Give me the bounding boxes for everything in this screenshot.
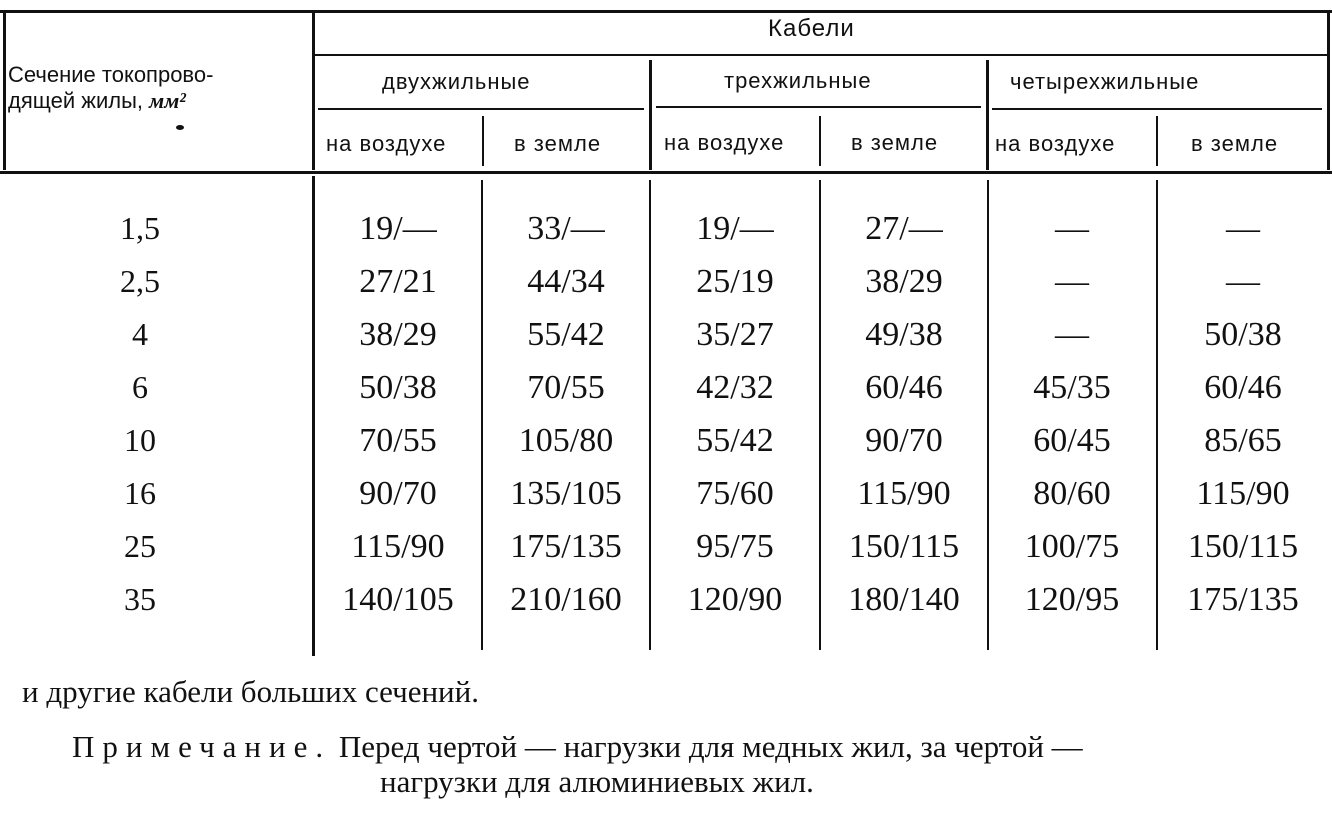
body-divider-3	[819, 180, 821, 650]
section-header-label	[8, 62, 308, 114]
table-cell: —	[1055, 316, 1089, 353]
table-cell: 210/160	[510, 581, 622, 618]
body-divider-5	[1156, 180, 1158, 650]
table-cell: 19/—	[696, 210, 774, 247]
table-cell: 70/55	[359, 422, 437, 459]
group-underline-2	[656, 106, 981, 108]
table-cell: 115/90	[1196, 475, 1290, 512]
subheader-four-ground: в земле	[1191, 131, 1279, 156]
table-cell: 38/29	[865, 263, 943, 300]
section-value: 16	[124, 475, 156, 511]
table-cell: 38/29	[359, 316, 437, 353]
table-cell: 70/55	[527, 369, 605, 406]
row-header-divider-body	[312, 176, 315, 656]
subheader-three-ground: в земле	[851, 130, 939, 155]
sub-divider-1	[482, 116, 484, 166]
section-header-unit: мм²	[149, 88, 186, 113]
table-cell: 100/75	[1024, 528, 1120, 565]
table-cell: 27/—	[865, 210, 943, 247]
table-cell: 49/38	[865, 316, 943, 353]
table-cell: 115/90	[351, 528, 445, 565]
group-header-four-core: четырехжильные	[1010, 69, 1200, 94]
table-cell: 50/38	[1204, 316, 1282, 353]
table-cell: 175/135	[1187, 581, 1299, 618]
sub-divider-2	[819, 116, 821, 166]
subheader-two-air: на воздухе	[326, 131, 447, 156]
section-value: 4	[132, 316, 148, 352]
table-cell: 60/46	[865, 369, 943, 406]
section-value: 10	[124, 422, 156, 458]
table-cell: 75/60	[696, 475, 774, 512]
sub-divider-3	[1156, 116, 1158, 166]
table-cell: 19/—	[359, 210, 437, 247]
table-cell: —	[1226, 263, 1260, 300]
table-cell: 33/—	[527, 210, 605, 247]
group-underline-1	[318, 108, 644, 110]
table-right-border	[1327, 10, 1330, 170]
body-divider-1	[481, 180, 483, 650]
table-cell: —	[1226, 210, 1260, 247]
table-cell: 90/70	[865, 422, 943, 459]
table-cell: 150/115	[1187, 528, 1299, 565]
table-cell: 105/80	[518, 422, 614, 459]
group-divider-2	[986, 60, 989, 170]
table-cell: 60/46	[1204, 369, 1282, 406]
section-value: 25	[124, 528, 156, 564]
table-cell: 42/32	[696, 369, 774, 406]
table-cell: 35/27	[696, 316, 774, 353]
table-cell: 115/90	[857, 475, 951, 512]
table-cell: 55/42	[696, 422, 774, 459]
subheader-two-ground: в земле	[514, 131, 602, 156]
table-cell: —	[1055, 263, 1089, 300]
header-mark	[176, 125, 184, 130]
continuation-text: и другие кабели больших сечений.	[22, 674, 479, 709]
table-cell: 60/45	[1033, 422, 1111, 459]
note-line-2: нагрузки для алюминиевых жил.	[380, 764, 814, 799]
table-top-border	[0, 10, 1332, 13]
body-divider-2	[649, 180, 651, 650]
section-value: 35	[124, 581, 156, 617]
table-left-border	[3, 10, 6, 170]
table-cell: 135/105	[510, 475, 622, 512]
section-value: 1,5	[120, 210, 160, 246]
subheader-four-air: на воздухе	[995, 131, 1116, 156]
kabeli-underline	[315, 54, 1327, 56]
section-value: 6	[132, 369, 148, 405]
group-header-three-core: трехжильные	[724, 68, 872, 93]
table-cell: 140/105	[342, 581, 454, 618]
table-cell: 50/38	[359, 369, 437, 406]
group-divider-1	[649, 60, 652, 170]
group-header-two-core: двухжильные	[382, 69, 531, 94]
table-cell: 25/19	[696, 263, 774, 300]
table-cell: 45/35	[1033, 369, 1111, 406]
table-cell: 180/140	[848, 581, 960, 618]
table-cell: 120/95	[1024, 581, 1120, 618]
table-cell: 55/42	[527, 316, 605, 353]
table-cell: 90/70	[359, 475, 437, 512]
section-header-line2: дящей жилы,	[8, 88, 150, 113]
subheader-three-air: на воздухе	[664, 130, 785, 155]
note-text-1: Перед чертой — нагрузки для медных жил, за чертой —	[338, 729, 1083, 764]
table-cell: 80/60	[1033, 475, 1111, 512]
body-divider-4	[987, 180, 989, 650]
group-underline-3	[992, 108, 1322, 110]
table-cell: 27/21	[359, 263, 437, 300]
row-header-divider	[312, 10, 315, 170]
table-cell: 175/135	[510, 528, 622, 565]
note-line-1	[72, 731, 1083, 762]
note-label: Примечание.	[72, 729, 332, 764]
table-cell: 95/75	[696, 528, 774, 565]
table-cell: 85/65	[1204, 422, 1282, 459]
table-cell: 120/90	[687, 581, 783, 618]
header-bottom-border	[0, 171, 1332, 174]
table-cell: 150/115	[848, 528, 960, 565]
table-cell: 44/34	[527, 263, 605, 300]
cables-header: Кабели	[768, 15, 855, 42]
section-value: 2,5	[120, 263, 160, 299]
table-cell: —	[1055, 210, 1089, 247]
section-header-line1: Сечение токопрово-	[8, 62, 214, 87]
